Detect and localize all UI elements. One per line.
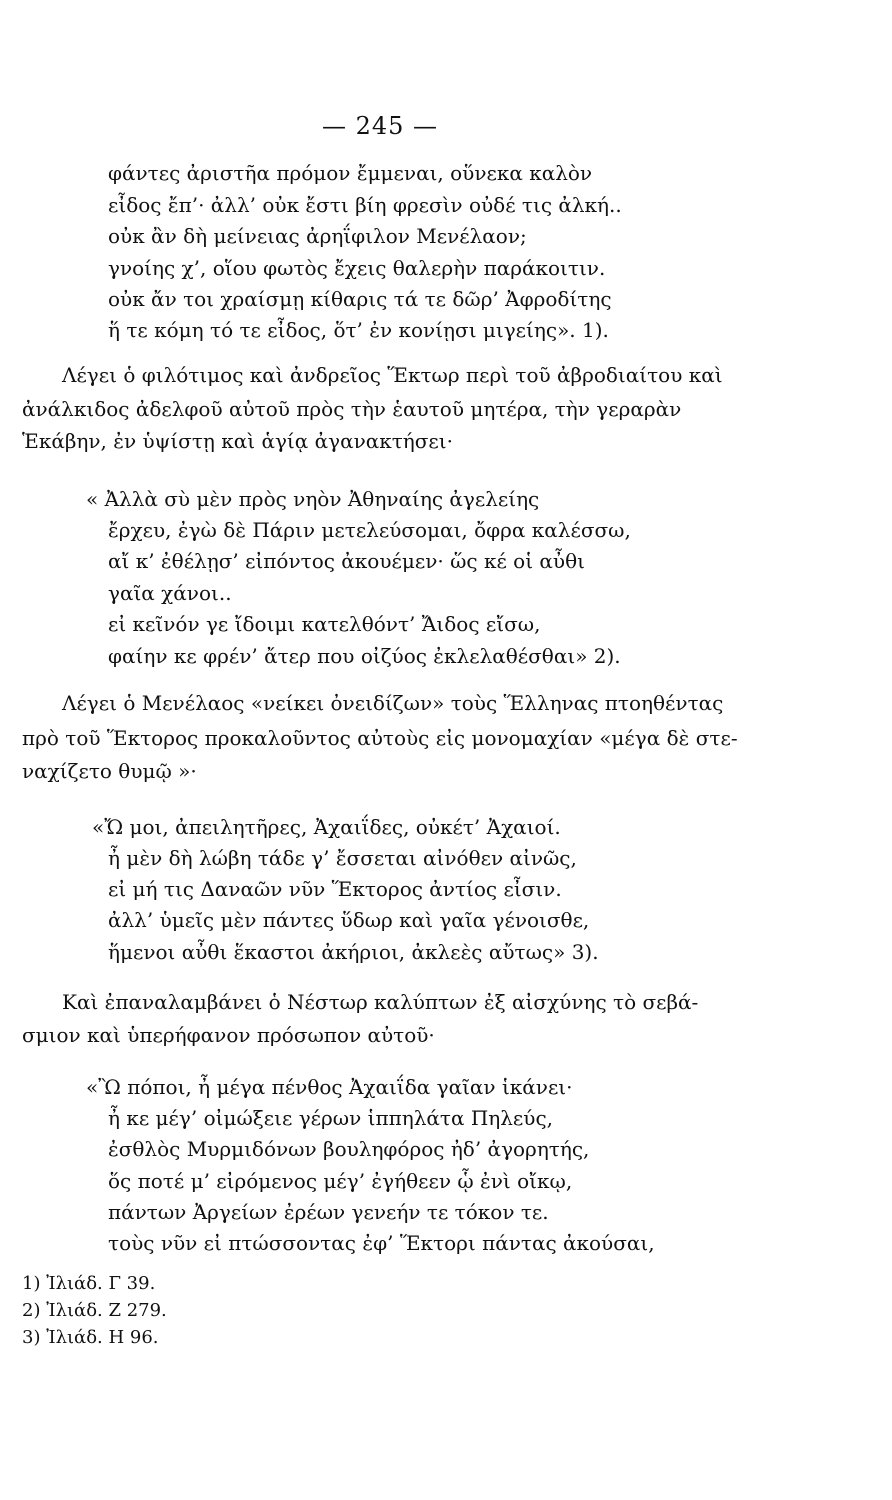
verse-line: ἐσθλὸς Μυρμιδόνων βουληφόρος ἠδ’ ἀγορητής,: [108, 1137, 590, 1161]
verse-line: ἔρχευ, ἐγὼ δὲ Πάριν μετελεύσομαι, ὄφρα καλέσσω,: [108, 518, 631, 542]
page-number: — 245 —: [321, 112, 439, 140]
prose-line: Καὶ ἐπαναλαμβάνει ὁ Νέστωρ καλύπτων ἐξ αἰσχύνης τὸ σεβά-: [62, 990, 699, 1014]
verse-line: φαίην κε φρέν’ ἄτερ που οἰζύος ἐκλελαθέσθαι» 2).: [108, 644, 621, 668]
verse-line: αἴ κ’ ἐθέλῃσ’ εἰπόντος ἀκουέμεν· ὥς κέ οἱ αὖθι: [108, 549, 585, 573]
verse-line: φάντες ἀριστῆα πρόμον ἔμμεναι, οὕνεκα καλὸν: [108, 161, 593, 185]
verse-line: τοὺς νῦν εἰ πτώσσοντας ἐφ’ Ἕκτορι πάντας ἀκούσαι,: [108, 1231, 655, 1255]
verse-line: « Ἀλλὰ σὺ μὲν πρὸς νηὸν Ἀθηναίης ἀγελείης: [86, 487, 540, 511]
prose-line: Ἑκάβην, ἐν ὑψίστῃ καὶ ἁγίᾳ ἀγανακτήσει·: [22, 429, 453, 453]
footnote: 3) Ἰλιάδ. Η 96.: [22, 1327, 159, 1348]
verse-line: εἰ κεῖνόν γε ἴδοιμι κατελθόντ’ Ἄιδος εἴσω,: [108, 612, 541, 636]
verse-line: εἶδος ἔπ’· ἀλλ’ οὐκ ἔστι βίη φρεσὶν οὐδέ τις ἀλκή..: [108, 193, 622, 217]
verse-line: ἦ μὲν δὴ λώβη τάδε γ’ ἔσσεται αἰνόθεν αἰνῶς,: [108, 846, 577, 870]
prose-line: ναχίζετο θυμῷ »·: [22, 759, 197, 783]
verse-line: «Ὢ πόποι, ἦ μέγα πένθος Ἀχαιΐδα γαῖαν ἱκάνει·: [86, 1075, 573, 1099]
verse-line: εἰ μή τις Δαναῶν νῦν Ἕκτορος ἀντίος εἶσιν.: [108, 877, 562, 901]
verse-line: «Ὤ μοι, ἀπειλητῆρες, Ἀχαιΐδες, οὐκέτ’ Ἀχαιοί.: [92, 815, 561, 839]
prose-line: σμιον καὶ ὑπερήφανον πρόσωπον αὐτοῦ·: [22, 1023, 435, 1047]
verse-line: γνοίης χ’, οἵου φωτὸς ἔχεις θαλερὴν παράκοιτιν.: [108, 256, 606, 280]
prose-line: Λέγει ὁ φιλότιμος καὶ ἀνδρεῖος Ἕκτωρ περὶ τοῦ ἀβροδιαίτου καὶ: [62, 363, 723, 387]
verse-line: ὅς ποτέ μ’ εἰρόμενος μέγ’ ἐγήθεεν ᾧ ἐνὶ οἴκῳ,: [108, 1169, 573, 1193]
prose-line: πρὸ τοῦ Ἕκτορος προκαλοῦντος αὐτοὺς εἰς μονομαχίαν «μέγα δὲ στε-: [22, 726, 738, 750]
verse-line: οὐκ ἂν δὴ μείνειας ἀρηΐφιλον Μενέλαον;: [108, 224, 527, 248]
footnote: 1) Ἰλιάδ. Γ 39.: [22, 1273, 156, 1294]
footnote: 2) Ἰλιάδ. Ζ 279.: [22, 1300, 167, 1321]
verse-line: ἀλλ’ ὑμεῖς μὲν πάντες ὕδωρ καὶ γαῖα γένοισθε,: [108, 908, 590, 932]
verse-line: ἥ τε κόμη τό τε εἶδος, ὅτ’ ἐν κονίῃσι μιγείης». 1).: [108, 318, 609, 342]
verse-line: οὐκ ἄν τοι χραίσμῃ κίθαρις τά τε δῶρ’ Ἀφροδίτης: [108, 287, 612, 311]
verse-line: ἥμενοι αὖθι ἕκαστοι ἀκήριοι, ἀκλεὲς αὔτως» 3).: [108, 940, 599, 964]
verse-line: γαῖα χάνοι..: [108, 581, 232, 605]
verse-line: ἦ κε μέγ’ οἰμώξειε γέρων ἱππηλάτα Πηλεύς,: [108, 1106, 554, 1130]
prose-line: ἀνάλκιδος ἀδελφοῦ αὐτοῦ πρὸς τὴν ἑαυτοῦ μητέρα, τὴν γεραρὰν: [22, 397, 682, 421]
verse-line: πάντων Ἀργείων ἐρέων γενεήν τε τόκον τε.: [108, 1200, 549, 1224]
prose-line: Λέγει ὁ Μενέλαος «νείκει ὀνειδίζων» τοὺς Ἕλληνας πτοηθέντας: [62, 691, 724, 715]
